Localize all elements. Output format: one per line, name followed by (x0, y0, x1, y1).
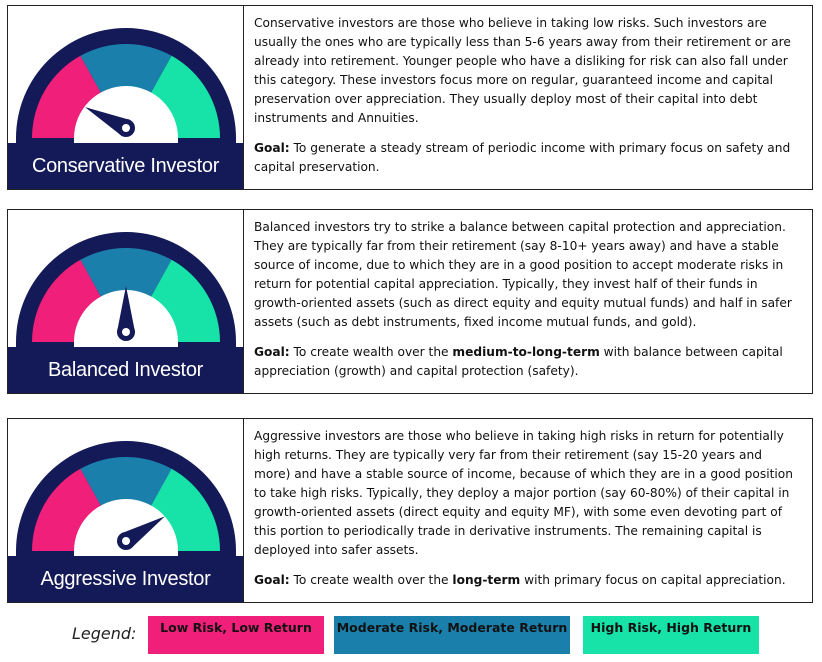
gauge-panel (8, 6, 244, 189)
investor-type-label: Balanced Investor (8, 347, 243, 393)
legend (0, 616, 822, 656)
gauge-needle-hub-center (122, 328, 130, 336)
investor-description: Aggressive investors are those who believe in taking high risks in return for potentially high returns. They are typically very far from their retirement (say 15-20 years and more) and have a stable source of income, because of which they are in a good position to take high risks. Typically, they deploy a major portion (say 60-80%) of their capital in growth-oriented assets (direct equity and equity MF), with some even devoting part of this portion to periodically trade in derivative instruments. The remaining capital is deployed into safer assets. (254, 429, 793, 557)
goal-emphasis: long-term (452, 573, 521, 587)
investor-card-aggressive (7, 418, 813, 603)
investor-description: Conservative investors are those who believe in taking low risks. Such investors are usually the ones who are typically less than 5-6 years away from their retirement or are already into retirement. Younger people who have a disliking for risk can also fall under this category. These investors focus more on regular, guaranteed income and capital preservation over appreciation. They usually deploy most of their capital into debt instruments and Annuities. (254, 16, 791, 125)
legend-title: Legend: (72, 624, 137, 643)
goal-text-end: with balance between capital appreciation (growth) and capital protection (safety). (254, 345, 783, 378)
goal-label: Goal: (254, 345, 290, 359)
investor-card-balanced (7, 209, 813, 394)
investor-type-label: Aggressive Investor (8, 556, 243, 602)
goal-text: To generate a steady stream of periodic income with primary focus on safety and capital preservation. (254, 141, 791, 174)
investor-goal (254, 139, 802, 177)
investor-description: Balanced investors try to strike a balance between capital protection and appreciation. They are typically far from their retirement (say 8-10+ years away) and have a stable source of income, due to which they are in a good position to accept moderate risks in return for potential capital appreciation. Typically, they invest half of their funds in growth-oriented assets (such as direct equity and equity mutual funds) and half in safer assets (such as debt instruments, fixed income mutual funds, and gold). (254, 220, 792, 329)
gauge-panel (8, 210, 244, 393)
investor-card-conservative (7, 5, 813, 190)
legend-item-high-risk: High Risk, High Return (583, 616, 759, 654)
investor-goal (254, 571, 802, 590)
description-panel (254, 427, 802, 590)
description-panel (254, 218, 802, 381)
investor-type-label: Conservative Investor (8, 143, 243, 189)
gauge-needle-hub-center (122, 537, 130, 545)
goal-emphasis: medium-to-long-term (452, 345, 600, 359)
legend-item-moderate-risk: Moderate Risk, Moderate Return (334, 616, 570, 654)
legend-item-low-risk: Low Risk, Low Return (148, 616, 324, 654)
goal-label: Goal: (254, 573, 290, 587)
gauge-needle-hub-center (122, 124, 130, 132)
goal-label: Goal: (254, 141, 290, 155)
goal-text-end: with primary focus on capital appreciation. (520, 573, 786, 587)
investor-goal (254, 343, 802, 381)
description-panel (254, 14, 802, 177)
gauge-panel (8, 419, 244, 602)
goal-text: To create wealth over the (289, 573, 453, 587)
goal-text: To create wealth over the (289, 345, 453, 359)
